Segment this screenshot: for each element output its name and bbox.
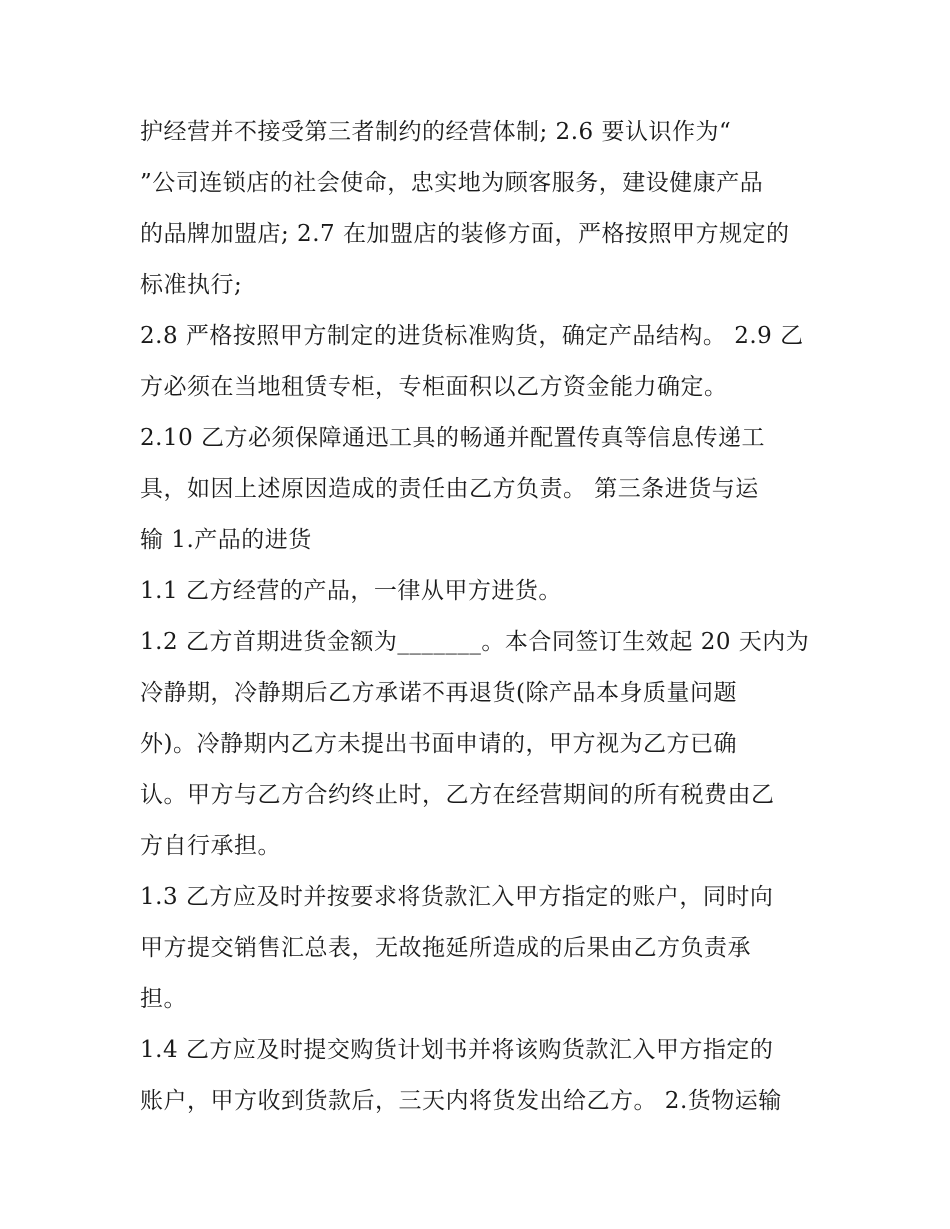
- text-line: 认。甲方与乙方合约终止时，乙方在经营期间的所有税费由乙: [140, 782, 775, 808]
- text-line: 1.4 乙方应及时提交购货计划书并将该购货款汇入甲方指定的: [140, 1037, 774, 1063]
- text-line: ”公司连锁店的社会使命，忠实地为顾客服务，建设健康产品: [140, 170, 764, 196]
- text-line: 方自行承担。: [140, 833, 281, 859]
- text-line: 外)。冷静期内乙方未提出书面申请的，甲方视为乙方已确: [140, 731, 737, 757]
- text-line: 输 1.产品的进货: [140, 527, 312, 553]
- text-line: 甲方提交销售汇总表，无故拖延所造成的后果由乙方负责承: [140, 935, 751, 961]
- text-line: 担。: [140, 986, 187, 1012]
- text-line: 1.1 乙方经营的产品，一律从甲方进货。: [140, 578, 562, 604]
- text-line: 冷静期，冷静期后乙方承诺不再退货(除产品本身质量问题: [140, 680, 737, 706]
- text-line: 1.3 乙方应及时并按要求将货款汇入甲方指定的账户，同时向: [140, 884, 774, 910]
- text-line: 标准执行;: [140, 272, 243, 298]
- text-line: 1.2 乙方首期进货金额为_______。本合同签订生效起 20 天内为: [140, 629, 810, 655]
- text-line: 的品牌加盟店; 2.7 在加盟店的装修方面，严格按照甲方规定的: [140, 221, 790, 247]
- text-line: 方必须在当地租赁专柜，专柜面积以乙方资金能力确定。: [140, 374, 728, 400]
- text-line: 具，如因上述原因造成的责任由乙方负责。 第三条进货与运: [140, 476, 759, 502]
- text-line: 账户，甲方收到货款后，三天内将货发出给乙方。 2.货物运输: [140, 1088, 782, 1114]
- text-line: 2.10 乙方必须保障通迅工具的畅通并配置传真等信息传递工: [140, 425, 766, 451]
- body-text: [140, 107, 830, 1127]
- text-line: 护经营并不接受第三者制约的经营体制; 2.6 要认识作为“: [140, 119, 732, 145]
- text-line: 2.8 严格按照甲方制定的进货标准购货，确定产品结构。 2.9 乙: [140, 323, 804, 349]
